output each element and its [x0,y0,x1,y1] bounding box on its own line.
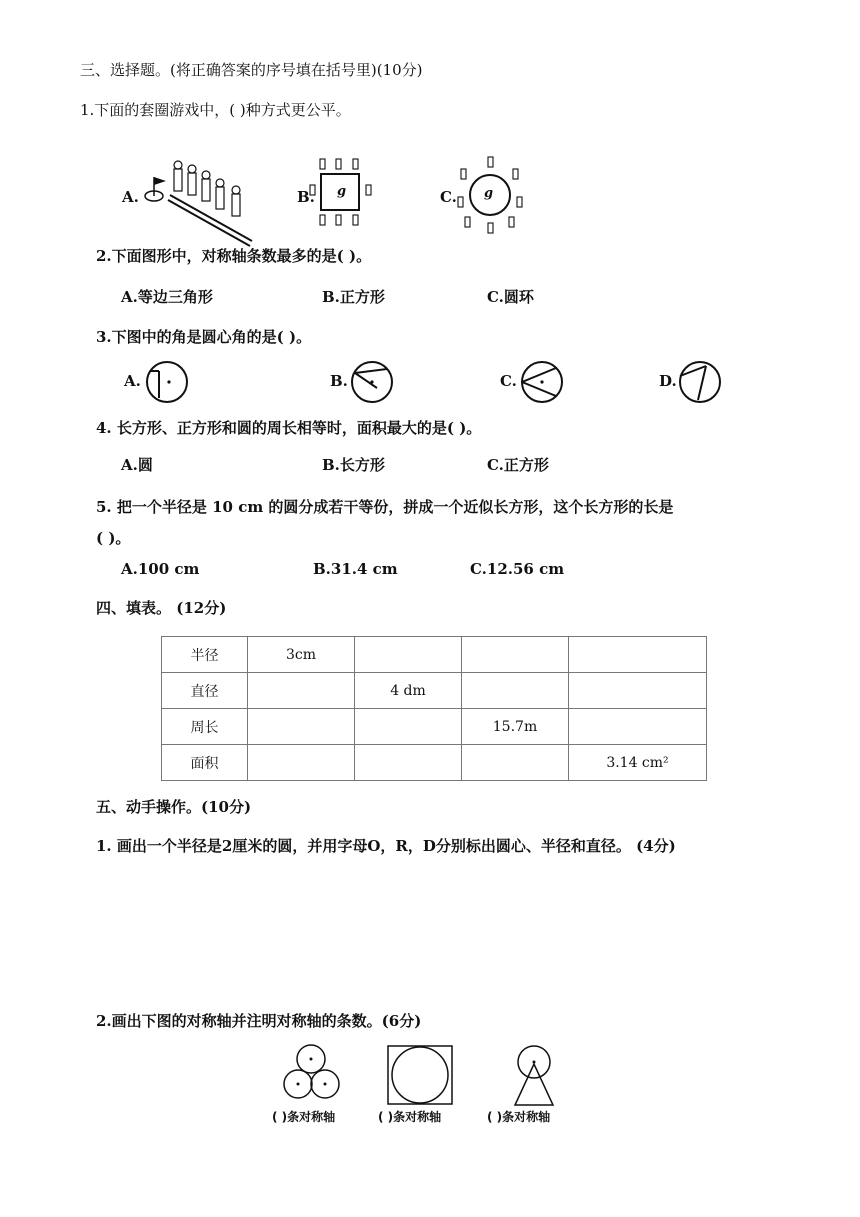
symmetry-axis-caption-1: ( )条对称轴 [272,1110,336,1124]
section-5-question-1: 1. 画出一个半径是2厘米的圆，并用字母O，R，D分别标出圆心、半径和直径。 (4分) [96,837,676,855]
symmetry-axis-caption-2: ( )条对称轴 [378,1110,442,1124]
table-cell[interactable] [355,637,462,673]
table-cell[interactable] [248,709,355,745]
q3-option-b-label: B. [330,372,348,390]
q2-option-c: C.圆环 [487,288,534,306]
q4-option-a: A.圆 [121,456,153,474]
table-cell[interactable]: 4 dm [355,673,462,709]
q2-option-a: A.等边三角形 [121,288,213,306]
table-cell[interactable] [569,709,707,745]
q1-option-a-label: A. [122,188,139,206]
table-cell-header: 半径 [162,637,248,673]
table-cell-header: 周长 [162,709,248,745]
q4-option-b: B.长方形 [322,456,385,474]
question-2-text: 2.下面图形中，对称轴条数最多的是( )。 [96,247,372,265]
table-cell[interactable] [355,709,462,745]
q3-option-b-figure [350,360,396,406]
table-cell[interactable] [248,673,355,709]
table-row [162,673,707,709]
question-1-text: 1.下面的套圈游戏中，( )种方式更公平。 [80,101,351,119]
question-4-text: 4. 长方形、正方形和圆的周长相等时，面积最大的是( )。 [96,419,482,437]
q3-option-d-figure [676,360,722,406]
q3-option-d-label: D. [659,372,677,390]
question-3-text: 3.下图中的角是圆心角的是( )。 [96,328,312,346]
table-cell[interactable]: 3cm [248,637,355,673]
q2-option-b: B.正方形 [322,288,385,306]
q1-option-b-label: B. [297,188,315,206]
table-cell[interactable] [569,637,707,673]
section-5-question-2: 2.画出下图的对称轴并注明对称轴的条数。(6分) [96,1012,422,1030]
q3-option-c-label: C. [500,372,517,390]
table-cell[interactable]: 15.7m [462,709,569,745]
section-5-title: 五、动手操作。(10分) [96,798,252,816]
table-cell-header: 直径 [162,673,248,709]
q4-option-c: C.正方形 [487,456,549,474]
table-cell[interactable]: 3.14 cm² [569,745,707,781]
table-row [162,637,707,673]
three-circles-figure [280,1044,346,1102]
table-cell-header: 面积 [162,745,248,781]
table-cell[interactable] [462,745,569,781]
section-3-title: 三、选择题。(将正确答案的序号填在括号里)(10分) [80,61,423,79]
q5-option-a: A.100 cm [121,560,200,578]
q3-option-c-figure [520,360,566,406]
q5-option-b: B.31.4 cm [313,560,398,578]
table-cell[interactable] [462,673,569,709]
table-cell[interactable] [462,637,569,673]
q5-option-c: C.12.56 cm [470,560,565,578]
q3-option-a-label: A. [124,372,141,390]
question-5-text-line-1: 5. 把一个半径是 10 cm 的圆分成若干等份，拼成一个近似长方形，这个长方形的长是 [96,498,674,516]
q1-option-c-label: C. [440,188,457,206]
table-row [162,709,707,745]
symmetry-axis-caption-3: ( )条对称轴 [487,1110,551,1124]
q1-option-c-center-glyph: g [484,186,494,201]
table-cell[interactable] [355,745,462,781]
table-row [162,745,707,781]
circle-with-triangle-figure [507,1044,561,1108]
q1-option-b-center-glyph: g [337,184,347,199]
square-with-circle-figure [385,1044,455,1106]
table-cell[interactable] [569,673,707,709]
fill-table [161,636,707,781]
section-4-title: 四、填表。 (12分) [96,599,227,617]
table-cell[interactable] [248,745,355,781]
q1-option-a-figure [140,155,260,245]
question-5-text-line-2: ( )。 [96,529,131,547]
q3-option-a-figure [145,360,191,406]
